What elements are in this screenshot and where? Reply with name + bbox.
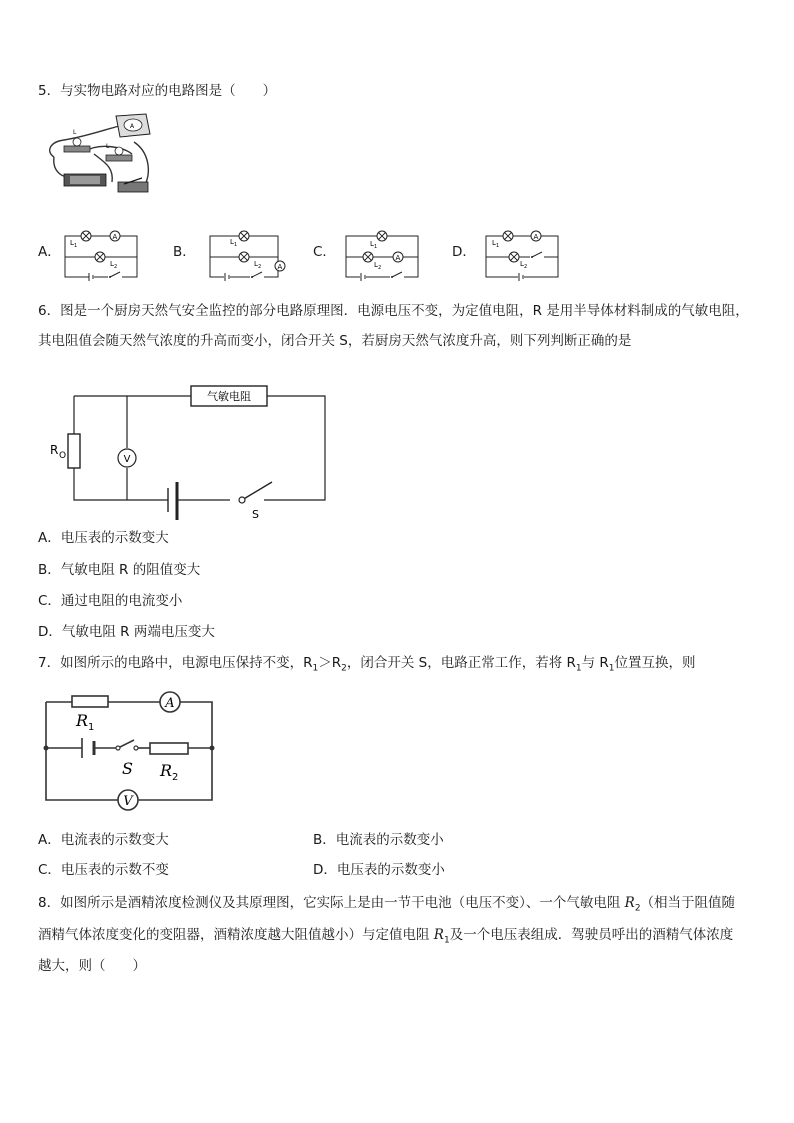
q6-option-d: D．气敏电阻 R 两端电压变大 xyxy=(38,624,215,640)
svg-text:2: 2 xyxy=(524,264,528,270)
q5-option-a-label: A． xyxy=(38,244,61,260)
voltmeter-glyph: V xyxy=(123,794,133,809)
q7-option-a: A．电流表的示数变大 xyxy=(38,832,169,848)
q6-option-a: A．电压表的示数变大 xyxy=(38,530,169,546)
q6-stem-line1: 6．图是一个厨房天然气安全监控的部分电路原理图．电源电压不变，为定值电阻，R 是用半导体材料制成的气敏电阻， xyxy=(38,303,749,319)
svg-text:2: 2 xyxy=(258,264,262,270)
r1-subscript: 1 xyxy=(88,722,95,733)
svg-text:L: L xyxy=(230,238,234,246)
q5-stem: 5．与实物电路对应的电路图是（ ） xyxy=(38,83,277,99)
switch-label: S xyxy=(252,508,259,521)
voltmeter-glyph: V xyxy=(123,454,131,465)
svg-text:1: 1 xyxy=(234,242,238,248)
q5-option-c-label: C． xyxy=(313,244,336,260)
q6-option-c: C．通过电阻的电流变小 xyxy=(38,593,183,609)
svg-text:A: A xyxy=(395,254,401,262)
svg-text:L: L xyxy=(370,240,374,248)
q7-stem: 7．如图所示的电路中，电源电压保持不变，$R_1>R_2$，闭合开关 S，电路正常工作，若将 $R_1$与 $R_1$位置互换，则 xyxy=(38,655,696,674)
q5-option-d-diagram xyxy=(478,222,562,284)
r1-label: R xyxy=(76,711,89,730)
q5-option-c-diagram xyxy=(340,222,424,284)
q6-option-b: B．气敏电阻 R 的阻值变大 xyxy=(38,562,201,578)
q5-option-d-label: D． xyxy=(452,244,476,260)
r0-label: R xyxy=(50,443,59,457)
q6-stem-line2: 其电阻值会随天然气浓度的升高而变小，闭合开关 S，若厨房天然气浓度升高，则下列判断正确的是 xyxy=(38,333,632,349)
svg-text:A: A xyxy=(533,233,539,241)
q6-circuit-diagram xyxy=(44,382,334,522)
r0-subscript: O xyxy=(59,451,67,461)
q5a-ammeter-glyph: A xyxy=(112,233,118,241)
gas-sensor-label: 气敏电阻 xyxy=(207,390,251,403)
q5-physical-circuit-photo xyxy=(44,112,156,202)
svg-text:L: L xyxy=(70,239,74,247)
q5-option-a-diagram xyxy=(60,222,142,284)
svg-text:L: L xyxy=(492,239,496,247)
svg-text:2: 2 xyxy=(114,264,118,270)
q5-option-b-label: B． xyxy=(173,244,196,260)
q7-option-b: B．电流表的示数变小 xyxy=(313,832,444,848)
svg-text:L: L xyxy=(254,260,258,268)
q8-stem-line3: 越大，则（ ） xyxy=(38,958,146,974)
q8-stem-line2: 酒精气体浓度变化的变阻器，酒精浓度越大阻值越小）与定值电阻 $R_1$及一个电压表组成．驾驶员呼出的酒精气体浓度 xyxy=(38,927,734,946)
switch-label: S xyxy=(122,759,133,778)
svg-text:L: L xyxy=(110,260,114,268)
q5-option-b-diagram xyxy=(200,222,292,284)
svg-text:1: 1 xyxy=(374,244,378,250)
svg-text:2: 2 xyxy=(378,265,382,271)
ammeter-glyph: A xyxy=(165,696,175,711)
q7-option-d: D．电压表的示数变小 xyxy=(313,862,445,878)
svg-text:L: L xyxy=(374,261,378,269)
svg-text:1: 1 xyxy=(496,243,500,249)
svg-text:L: L xyxy=(106,143,110,150)
q8-stem-line1: 8．如图所示是酒精浓度检测仪及其原理图，它实际上是由一节干电池（电压不变）、一个气敏电阻 $R_2$（相当于阻值随 xyxy=(38,895,736,914)
q7-option-c: C．电压表的示数不变 xyxy=(38,862,169,878)
svg-text:L: L xyxy=(520,260,524,268)
svg-text:A: A xyxy=(130,123,135,130)
q7-circuit-diagram xyxy=(38,688,223,812)
svg-text:A: A xyxy=(277,263,283,271)
svg-text:L: L xyxy=(73,129,77,136)
r2-label: R xyxy=(160,761,173,780)
r2-subscript: 2 xyxy=(172,772,179,783)
svg-text:1: 1 xyxy=(74,243,78,249)
